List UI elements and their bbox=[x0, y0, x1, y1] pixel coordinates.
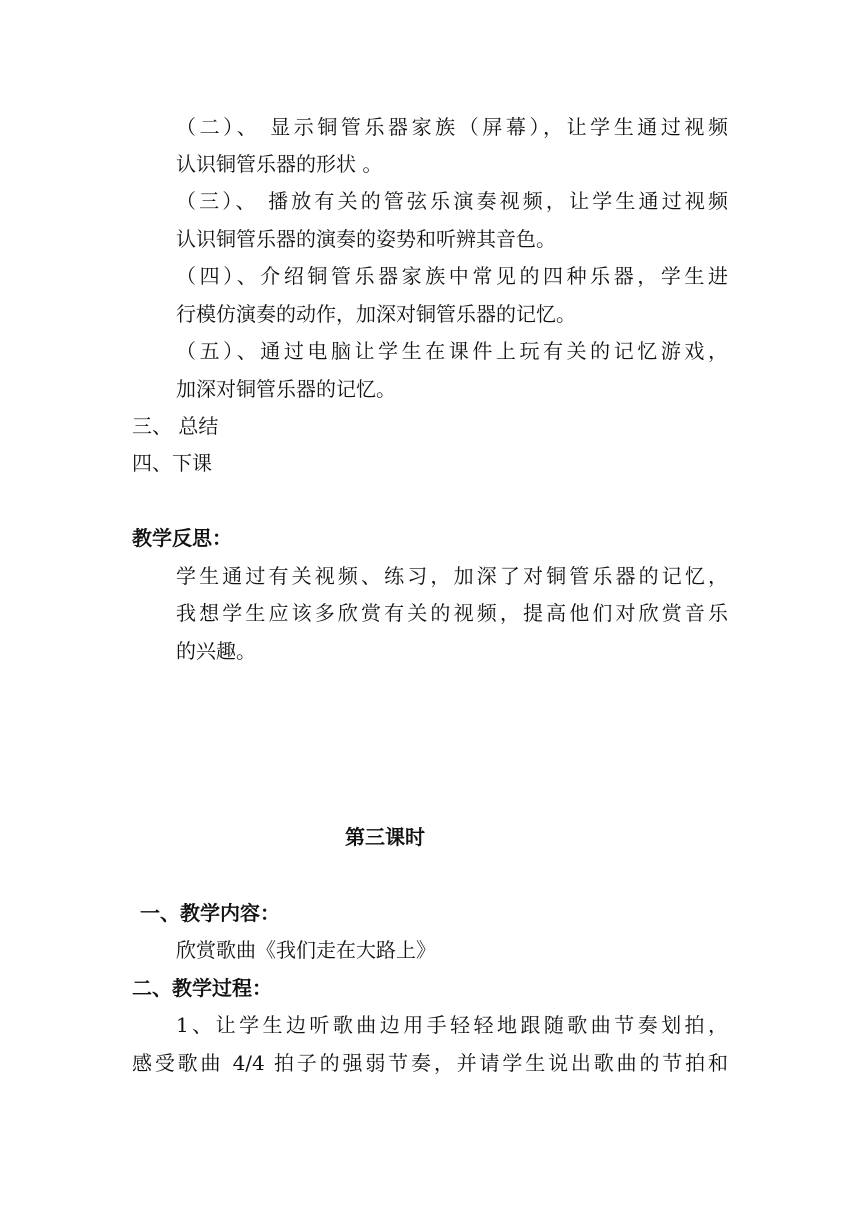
step-3-line-2: 认识铜管乐器的演奏的姿势和听辨其音色。 bbox=[176, 227, 556, 251]
content-text: 欣赏歌曲《我们走在大路上》 bbox=[176, 938, 436, 962]
lesson-title: 第三课时 bbox=[345, 825, 425, 849]
reflection-heading: 教学反思： bbox=[132, 526, 232, 550]
reflection-line-3: 的兴趣。 bbox=[176, 639, 256, 663]
reflection-line-2: 我想学生应该多欣赏有关的视频，提高他们对欣赏音乐 bbox=[176, 601, 728, 625]
step-4-line-1: （四）、介绍铜管乐器家族中常见的四种乐器，学生进 bbox=[176, 264, 728, 288]
step-2-line-1: （二）、 显示铜管乐器家族（屏幕），让学生通过视频 bbox=[176, 115, 728, 139]
step-4-line-2: 行模仿演奏的动作，加深对铜管乐器的记忆。 bbox=[176, 302, 576, 326]
step-5-line-2: 加深对铜管乐器的记忆。 bbox=[176, 377, 396, 401]
reflection-line-1: 学生通过有关视频、练习，加深了对铜管乐器的记忆， bbox=[176, 564, 728, 588]
content-heading: 一、教学内容： bbox=[140, 901, 280, 925]
process-line-1: 1、让学生边听歌曲边用手轻轻地跟随歌曲节奏划拍， bbox=[176, 1013, 728, 1037]
step-3-line-1: （三）、 播放有关的管弦乐演奏视频，让学生通过视频 bbox=[176, 189, 728, 213]
step-5-line-1: （五）、通过电脑让学生在课件上玩有关的记忆游戏， bbox=[176, 339, 728, 363]
process-heading: 二、教学过程： bbox=[132, 976, 272, 1000]
dismiss-heading: 四、下课 bbox=[132, 451, 212, 475]
process-line-2: 感受歌曲 4/4 拍子的强弱节奏，并请学生说出歌曲的节拍和 bbox=[132, 1051, 728, 1075]
summary-heading: 三、 总结 bbox=[132, 414, 219, 438]
step-2-line-2: 认识铜管乐器的形状 。 bbox=[176, 152, 383, 176]
